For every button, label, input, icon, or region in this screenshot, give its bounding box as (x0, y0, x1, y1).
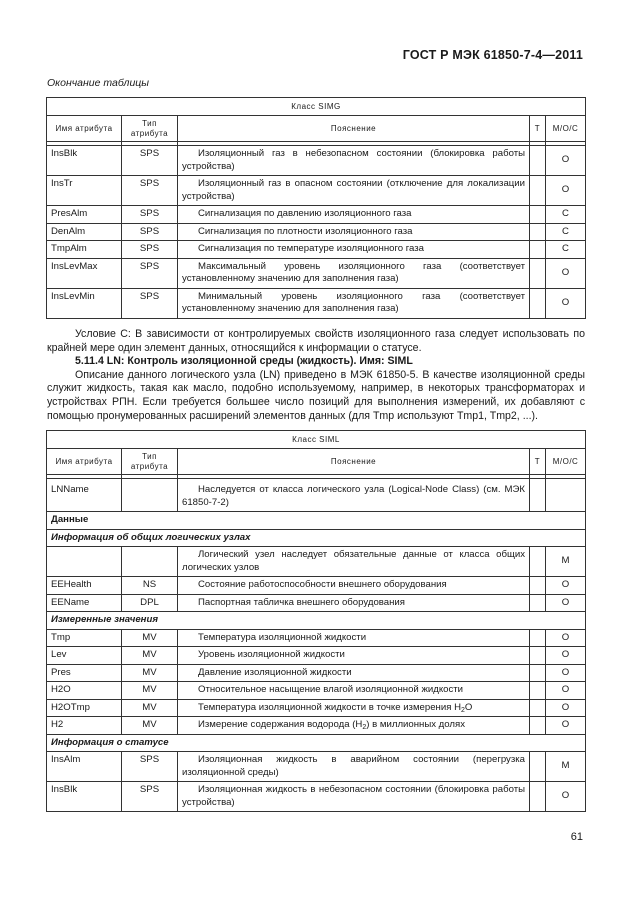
col-header-name: Имя атрибута (47, 449, 122, 475)
table-row (47, 594, 586, 612)
attr-t (530, 146, 546, 176)
common-rows (47, 577, 586, 612)
attr-moc: O (546, 258, 586, 288)
attr-type: MV (122, 717, 178, 735)
attr-type: MV (122, 682, 178, 700)
col-header-desc: Пояснение (178, 449, 530, 475)
text-block (47, 328, 585, 423)
attr-desc: Сигнализация по давлению изоляционного газа (178, 206, 530, 224)
attr-name: H2OTmp (47, 699, 122, 717)
attr-desc: Сигнализация по плотности изоляционного газа (178, 223, 530, 241)
attr-desc: Уровень изоляционной жидкости (178, 647, 530, 665)
attr-desc: Состояние работоспособности внешнего оборудования (178, 577, 530, 595)
attr-name: EEName (47, 594, 122, 612)
attr-t (530, 782, 546, 812)
group-row (47, 529, 586, 547)
attr-type: SPS (122, 241, 178, 259)
col-header-moc: M/O/C (546, 449, 586, 475)
attr-t (530, 223, 546, 241)
col-header-name: Имя атрибута (47, 116, 122, 142)
attr-type: SPS (122, 258, 178, 288)
attr-t (530, 717, 546, 735)
col-header-t: T (530, 449, 546, 475)
attr-moc: O (546, 782, 586, 812)
attr-desc: Логический узел наследует обязательные данные от класса общих логических узлов (178, 547, 530, 577)
attr-name: InsLevMax (47, 258, 122, 288)
col-header-t: T (530, 116, 546, 142)
attr-name: Lev (47, 647, 122, 665)
siml-class-table (46, 430, 586, 812)
table-row (47, 206, 586, 224)
section-heading: 5.11.4 LN: Контроль изоляционной среды (жидкость). Имя: SIML (75, 355, 413, 368)
col-header-type: Тип атрибута (122, 449, 178, 475)
table-row (47, 682, 586, 700)
attr-moc: O (546, 647, 586, 665)
desc-text-b: ) в миллионных долях (366, 719, 465, 730)
desc-text-a: Измерение содержания водорода (H (198, 719, 363, 730)
page-number: 61 (570, 831, 583, 843)
table-row (47, 223, 586, 241)
attr-moc: O (546, 717, 586, 735)
attr-moc: C (546, 241, 586, 259)
table-row (47, 241, 586, 259)
attr-moc: M (546, 547, 586, 577)
attr-moc: M (546, 752, 586, 782)
attr-t (530, 577, 546, 595)
simg-class-table (46, 97, 586, 319)
attr-desc: Изоляционный газ в небезопасном состоянии (блокировка работы устройства) (178, 146, 530, 176)
table-row (47, 146, 586, 176)
attr-moc: O (546, 699, 586, 717)
attr-desc: Минимальный уровень изоляционного газа (соответствует установленному значению для заполнения газа) (178, 288, 530, 318)
attr-type: MV (122, 629, 178, 647)
table-row (47, 176, 586, 206)
col-header-moc: M/O/C (546, 116, 586, 142)
attr-name: InsBlk (47, 146, 122, 176)
attr-name: Tmp (47, 629, 122, 647)
table-row (47, 699, 586, 717)
desc-text-b: O (464, 701, 473, 713)
document-id-header: ГОСТ Р МЭК 61850-7-4—2011 (402, 48, 583, 62)
attr-name: TmpAlm (47, 241, 122, 259)
attr-type: SPS (122, 146, 178, 176)
col-header-desc: Пояснение (178, 116, 530, 142)
status-rows (47, 752, 586, 812)
group-row (47, 612, 586, 630)
attr-type: SPS (122, 206, 178, 224)
attr-desc: Максимальный уровень изоляционного газа (соответствует установленному значению для заполнения газа) (178, 258, 530, 288)
attr-moc: O (546, 176, 586, 206)
attr-desc: Температура изоляционной жидкости (178, 629, 530, 647)
attr-t (530, 752, 546, 782)
table-row (47, 577, 586, 595)
attr-desc: Давление изоляционной жидкости (178, 664, 530, 682)
attr-type: NS (122, 577, 178, 595)
attr-name: InsBlk (47, 782, 122, 812)
attr-desc: Относительное насыщение влагой изоляционной жидкости (178, 682, 530, 700)
attr-desc: Изоляционная жидкость в аварийном состоянии (перегрузка изоляционной среды) (178, 752, 530, 782)
attr-t (530, 258, 546, 288)
attr-name: InsAlm (47, 752, 122, 782)
attr-moc: O (546, 629, 586, 647)
group-common-label: Информация об общих логических узлах (47, 529, 586, 547)
table-row (47, 547, 586, 577)
table-class-title: Класс SIMG (47, 98, 586, 116)
attr-type: MV (122, 664, 178, 682)
attr-desc (178, 699, 530, 717)
attr-name: LNName (47, 479, 122, 512)
group-row (47, 734, 586, 752)
attr-moc: C (546, 223, 586, 241)
attr-type: MV (122, 699, 178, 717)
attr-t (530, 206, 546, 224)
attr-type: SPS (122, 752, 178, 782)
table-row (47, 629, 586, 647)
attr-t (530, 241, 546, 259)
table-row (47, 782, 586, 812)
section-row (47, 512, 586, 530)
attr-moc: O (546, 288, 586, 318)
attr-t (530, 594, 546, 612)
attr-t (530, 682, 546, 700)
attr-desc: Изоляционная жидкость в небезопасном состоянии (блокировка работы устройства) (178, 782, 530, 812)
attr-moc: O (546, 594, 586, 612)
col-header-type: Тип атрибута (122, 116, 178, 142)
measured-rows (47, 629, 586, 734)
attr-name: InsLevMin (47, 288, 122, 318)
attr-type: SPS (122, 782, 178, 812)
simg-table-body (47, 146, 586, 319)
group-status-label: Информация о статусе (47, 734, 586, 752)
attr-t (530, 288, 546, 318)
table-row (47, 647, 586, 665)
desc-subscript: 2 (362, 724, 367, 731)
attr-t (530, 699, 546, 717)
attr-type: DPL (122, 594, 178, 612)
attr-t (530, 664, 546, 682)
table-row (47, 717, 586, 735)
table-row (47, 288, 586, 318)
attr-desc: Паспортная табличка внешнего оборудования (178, 594, 530, 612)
attr-type: MV (122, 647, 178, 665)
section-data-label: Данные (47, 512, 586, 530)
table-row (47, 664, 586, 682)
group-measured-label: Измеренные значения (47, 612, 586, 630)
table-continuation-caption: Окончание таблицы (47, 77, 150, 89)
desc-subscript: 2 (461, 706, 465, 714)
attr-type: SPS (122, 288, 178, 318)
attr-name: EEHealth (47, 577, 122, 595)
attr-moc: O (546, 682, 586, 700)
table-row (47, 752, 586, 782)
attr-t (530, 647, 546, 665)
condition-note: Условие С: В зависимости от контролируемых свойств изоляционного газа следует использовать по крайней мере один элемент данных, относящийся к информации о статусе. (47, 328, 585, 354)
attr-name: PresAlm (47, 206, 122, 224)
attr-name: H2 (47, 717, 122, 735)
attr-moc: C (546, 206, 586, 224)
attr-desc: Сигнализация по температуре изоляционного газа (178, 241, 530, 259)
attr-name: H2O (47, 682, 122, 700)
table-row (47, 479, 586, 512)
table-class-title: Класс SIML (47, 431, 586, 449)
attr-moc: O (546, 577, 586, 595)
attr-type: SPS (122, 223, 178, 241)
attr-name: Pres (47, 664, 122, 682)
attr-name: InsTr (47, 176, 122, 206)
table-row (47, 258, 586, 288)
attr-moc: O (546, 146, 586, 176)
section-body: Описание данного логического узла (LN) приведено в МЭК 61850-5. В качестве изоляционной среды служит жидкость, такая как масло, подобно используемому, например, в некоторых трансформаторах и устройствах РПН. Если требуется большее число позиций для выполнения измерений, их добавляют с помощью пронумерованных расширений элементов данных (для Tmp используют Tmp1, Tmp2, ...). (47, 368, 585, 422)
attr-desc: Наследуется от класса логического узла (Logical-Node Class) (см. МЭК 61850-7-2) (178, 479, 530, 512)
attr-name: DenAlm (47, 223, 122, 241)
desc-text-a: Температура изоляционной жидкости в точке измерения H (198, 701, 461, 713)
attr-t (530, 176, 546, 206)
attr-moc: O (546, 664, 586, 682)
attr-desc: Изоляционный газ в опасном состоянии (отключение для локализации устройства) (178, 176, 530, 206)
attr-type: SPS (122, 176, 178, 206)
attr-t (530, 629, 546, 647)
attr-desc (178, 717, 530, 735)
